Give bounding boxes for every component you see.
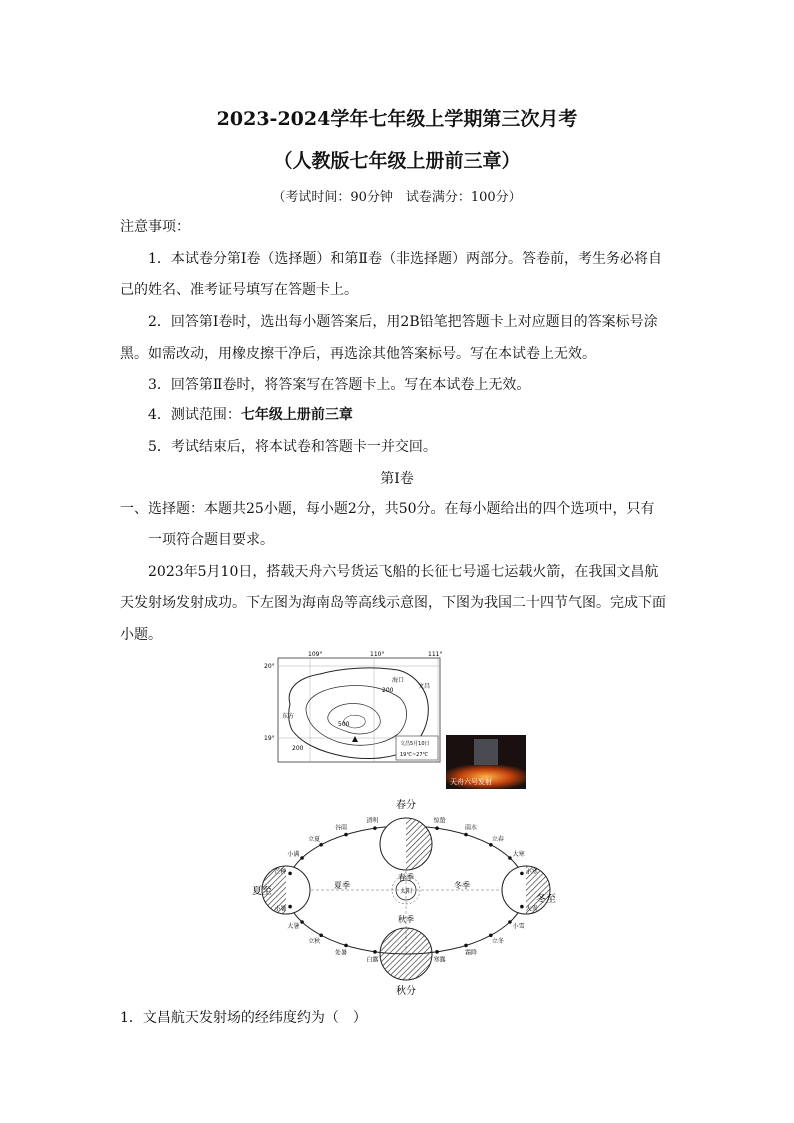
solar-term-label: 芒种	[274, 868, 287, 876]
lat-label-20: 20°	[264, 663, 275, 670]
solar-term-label: 霜降	[464, 949, 478, 957]
solar-term-label: 谷雨	[334, 824, 348, 832]
note-3: 3．回答第Ⅱ卷时，将答案写在答题卡上。写在本试卷上无效。	[148, 377, 531, 393]
label-autumn-equinox: 秋分	[396, 986, 416, 997]
weather-legend-title: 文昌5月10日	[400, 741, 430, 747]
solar-term-dot	[319, 843, 323, 847]
solar-term-dot	[508, 856, 512, 860]
solar-term-dot	[435, 950, 439, 954]
solar-term-label: 大雪	[525, 905, 538, 913]
solar-term-label: 立春	[491, 836, 504, 844]
city-label-dongfang: 东方	[282, 713, 295, 720]
solar-term-label: 立秋	[308, 937, 321, 945]
note-4-scope: 七年级上册前三章	[240, 407, 353, 423]
contour-label-200-a: 200	[382, 687, 394, 694]
solar-terms-diagram	[252, 796, 556, 997]
solar-term-dot	[344, 944, 348, 948]
contour-label-500: 500	[338, 721, 350, 728]
solar-term-label: 小雪	[512, 923, 525, 930]
contour-label-200-b: 200	[292, 745, 304, 752]
solar-term-dot	[373, 950, 377, 954]
solar-term-label: 白露	[366, 956, 379, 964]
solar-term-dot	[520, 872, 524, 876]
solar-term-label: 处暑	[334, 949, 348, 957]
solar-term-label: 寒露	[433, 956, 446, 964]
earth-autumn-equinox	[380, 928, 432, 980]
note-1-line-1: 1．本试卷分第Ⅰ卷（选择题）和第Ⅱ卷（非选择题）两部分。答卷前，考生务必将自	[148, 251, 662, 267]
launch-photo	[446, 735, 526, 789]
solar-term-dot	[520, 905, 524, 909]
solar-term-dot	[344, 833, 348, 837]
note-4-prefix: 4．测试范围：	[148, 407, 241, 423]
section-heading-line-1: 一、选择题：本题共25小题，每小题2分，共50分。在每小题给出的四个选项中，只有	[120, 501, 655, 517]
photo-caption: 天舟六号发射	[450, 778, 492, 786]
solar-term-label: 立夏	[308, 836, 321, 844]
solar-term-dot	[464, 833, 468, 837]
passage-line-2: 天发射场发射成功。下左图为海南岛等高线示意图，下图为我国二十四节气图。完成下面	[120, 595, 666, 611]
solar-term-label: 立冬	[491, 937, 504, 945]
note-5: 5．考试结束后，将本试卷和答题卡一并交回。	[148, 439, 437, 455]
label-summer-solstice: 夏至	[252, 886, 272, 897]
label-season-summer: 夏季	[334, 881, 350, 890]
solar-term-label: 惊蛰	[433, 817, 446, 825]
solar-term-label: 小寒	[525, 868, 538, 876]
solar-term-dot	[489, 843, 493, 847]
label-spring-equinox: 春分	[396, 800, 416, 811]
weather-legend-temp: 19℃~27℃	[400, 752, 429, 758]
solar-term-dot	[489, 933, 493, 937]
note-4	[148, 405, 708, 425]
label-winter-solstice: 冬至	[536, 894, 556, 905]
solar-term-dot	[508, 920, 512, 924]
lat-label-19: 19°	[264, 735, 275, 742]
sun-label: 太阳	[399, 888, 413, 895]
city-label-haikou: 海口	[392, 677, 405, 684]
lon-label-111: 111°	[428, 651, 443, 658]
solar-term-label: 雨水	[464, 824, 478, 832]
solar-term-dot	[300, 856, 304, 860]
solar-term-dot	[300, 920, 304, 924]
passage-line-3: 小题。	[120, 627, 162, 643]
page-title: 2023-2024学年七年级上学期第三次月考	[216, 108, 578, 130]
note-2-line-2: 黑。如需改动，用橡皮擦干净后，再选涂其他答案标号。写在本试卷上无效。	[120, 346, 596, 362]
city-label-wenchang: 文昌	[418, 683, 431, 690]
volume-heading: 第Ⅰ卷	[380, 471, 414, 487]
solar-term-dot	[435, 826, 439, 830]
section-heading-line-2: 一项符合题目要求。	[148, 532, 274, 548]
passage-line-1: 2023年5月10日，搭载天舟六号货运飞船的长征七号遥七运载火箭，在我国文昌航	[148, 564, 659, 580]
solar-term-label: 清明	[366, 817, 379, 825]
question-1: 1．文昌航天发射场的经纬度约为（ ）	[120, 1010, 367, 1026]
label-season-autumn: 秋季	[398, 915, 414, 924]
label-season-spring: 春季	[398, 873, 414, 882]
solar-term-dot	[464, 944, 468, 948]
solar-term-label: 小暑	[274, 905, 287, 913]
solar-term-dot	[288, 905, 292, 909]
page-subtitle: （人教版七年级上册前三章）	[273, 150, 521, 172]
solar-term-label: 大暑	[287, 923, 300, 930]
solar-term-label: 小满	[287, 851, 300, 858]
solar-term-label: 大寒	[512, 851, 525, 858]
exam-info: （考试时间：90分钟 试卷满分：100分）	[272, 190, 522, 205]
notes-label: 注意事项：	[120, 219, 190, 235]
lon-label-109: 109°	[308, 651, 323, 658]
solar-term-dot	[373, 826, 377, 830]
earth-spring-equinox	[380, 818, 432, 870]
solar-term-dot	[288, 872, 292, 876]
note-2-line-1: 2．回答第Ⅰ卷时，选出每小题答案后，用2B铅笔把答题卡上对应题目的答案标号涂	[148, 314, 658, 330]
label-season-winter: 冬季	[454, 881, 470, 890]
solar-term-dot	[319, 933, 323, 937]
lon-label-110: 110°	[370, 651, 385, 658]
note-1-line-2: 己的姓名、准考证号填写在答题卡上。	[120, 282, 358, 298]
hainan-contour-map	[262, 652, 442, 764]
